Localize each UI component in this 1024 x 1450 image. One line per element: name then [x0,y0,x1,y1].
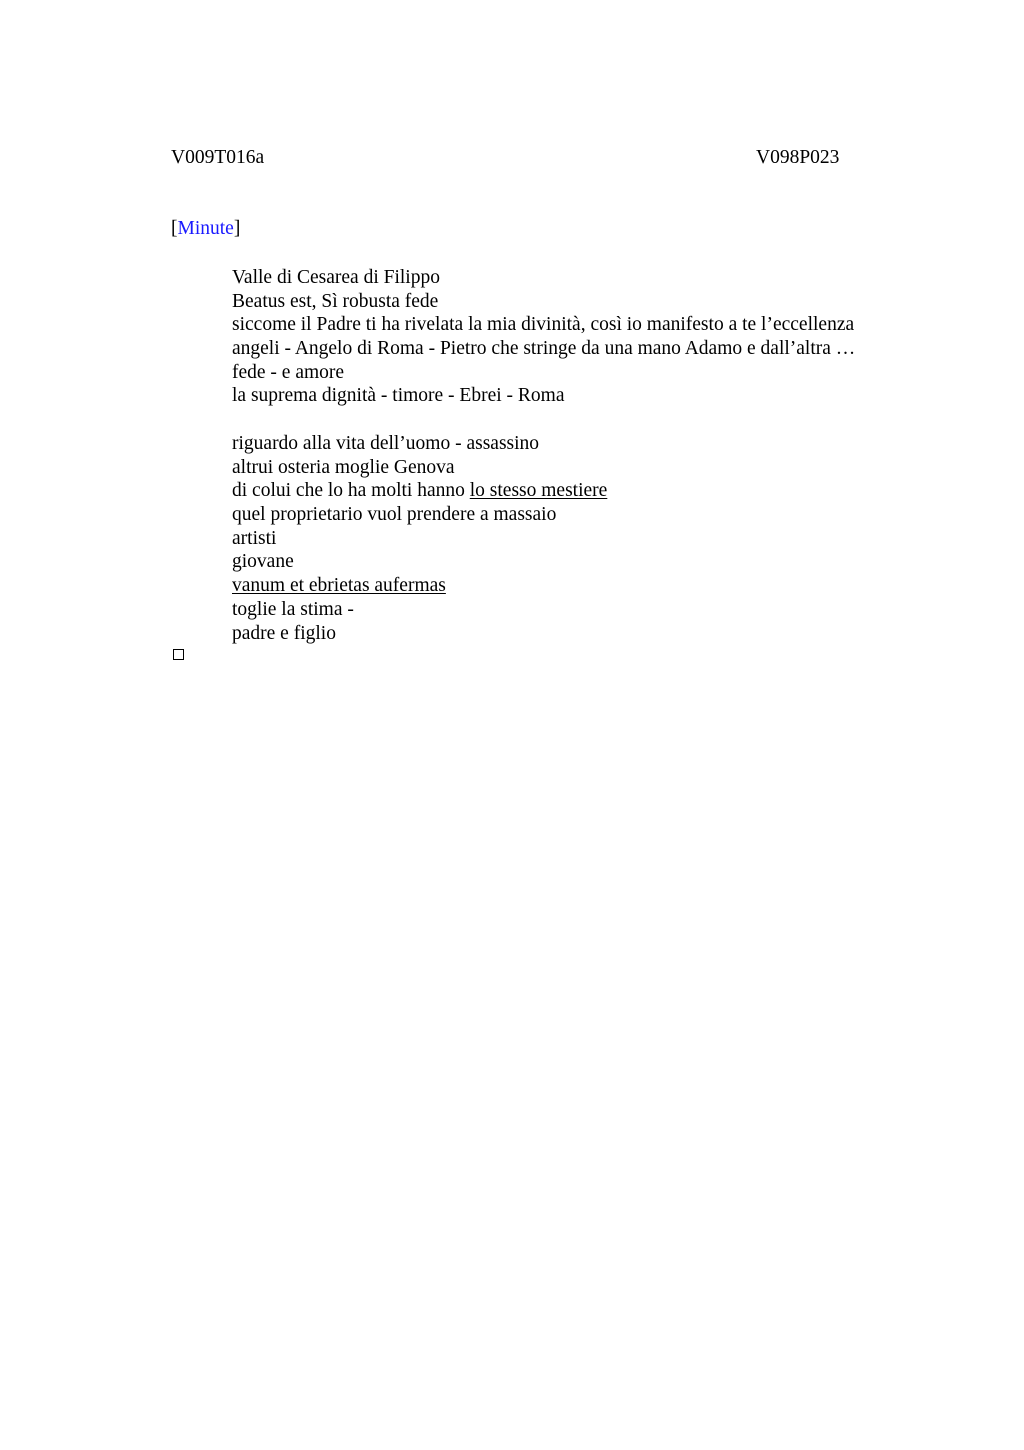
text-line [232,574,607,598]
open-bracket: [ [171,218,178,239]
text-line: giovane [232,551,294,573]
text-line: angeli - Angelo di Roma - Pietro che stringe da una mano Adamo e dall’altra … [232,338,856,360]
text-line: siccome il Padre ti ha rivelata la mia divinità, così io manifesto a te l’eccellenza [232,314,855,336]
section-label [171,218,240,240]
text-line [232,479,607,503]
text-line: toglie la stima - [232,598,354,620]
paragraph-2 [232,432,607,645]
underlined-phrase: lo stesso mestiere [469,480,608,502]
text-line: Beatus est, Sì robusta fede [232,290,439,312]
close-bracket: ] [233,218,241,239]
document-code-right: V098P023 [756,147,840,168]
text-line: riguardo alla vita dell’uomo - assassino [232,433,540,454]
text-line: altrui osteria moglie Genova [232,456,455,478]
text-line: fede - e amore [232,361,345,383]
underlined-phrase: vanum et ebrietas aufermas [232,575,446,597]
text-line: artisti [232,527,277,549]
text-line: padre e figlio [232,622,336,644]
text-line: quel proprietario vuol prendere a massaio [232,504,557,526]
text-line: Valle di Cesarea di Filippo [232,267,440,288]
paragraph-1 [232,266,855,408]
document-code-left: V009T016a [171,147,265,168]
text-segment: di colui che lo ha molti hanno [232,480,470,502]
text-line: la suprema dignità - timore - Ebrei - Roma [232,385,565,407]
minute-link[interactable]: Minute [177,218,234,239]
end-marker-box-icon [173,649,184,660]
